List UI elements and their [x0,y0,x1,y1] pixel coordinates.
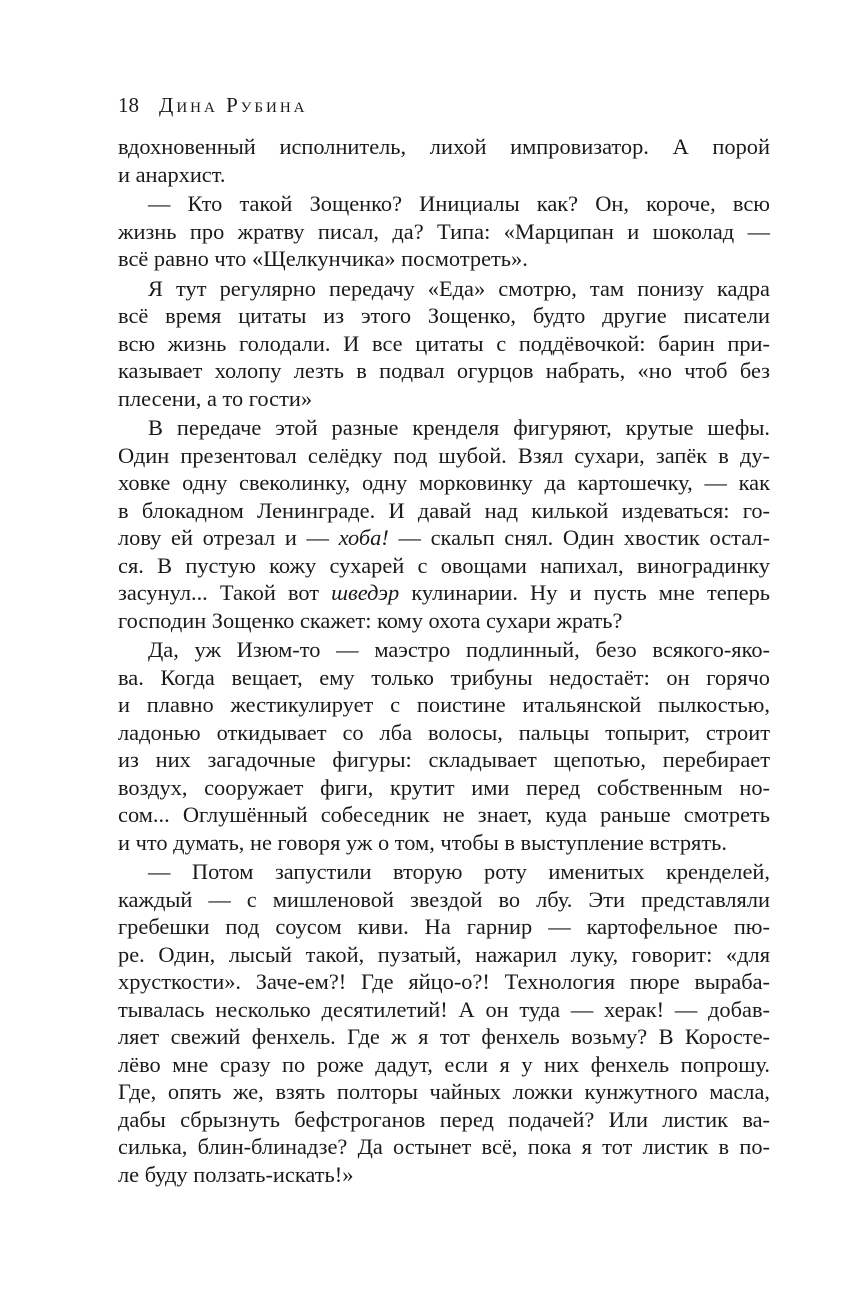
text-line [118,357,770,385]
text-line [118,746,770,774]
text-line-main: воздух, сооружает фиги, крутит ими перед собственным но- [118,774,770,800]
body-text [118,133,770,1188]
text-line [118,607,770,635]
text-line [118,497,770,525]
text-line [118,579,770,607]
text-line-main: ле буду ползать-искать!» [118,1161,354,1187]
text-line-main: засунул... Такой вот [118,580,332,605]
text-line-main: ховке одну свеколинку, одну морковинку да картошечку, — как [118,470,770,495]
page-number: 18 [118,93,139,117]
text-line-main: из них загадочные фигуры: складывает щепотью, перебирает [118,747,770,772]
text-line-main: плесени, а то гости» [118,385,313,411]
text-line-main: дабы сбрызнуть бефстроганов перед подачей? Или листик ва- [118,1106,770,1132]
text-line [118,302,770,330]
text-line-main: силька, блин-блинадзе? Да остынет всё, пока я тот листик в по- [118,1134,770,1159]
text-line [118,524,770,552]
text-line-main: — Потом запустили вторую роту именитых кренделей, [148,859,770,884]
text-line-main: ре. Один, лысый такой, пузатый, нажарил луку, говорит: «для [118,941,770,967]
text-line-main: лёво мне сразу по роже дадут, если я у них фенхель попрошу. [118,1051,770,1077]
text-line [118,801,770,829]
text-line [118,218,770,246]
text-line-main: ся. В пустую кожу сухарей с овощами напихал, виноградинку [118,552,770,578]
text-line-main: ладонью откидывает со лба волосы, пальцы топырит, строит [118,719,770,745]
text-line [118,968,770,996]
text-line-main: вдохновенный исполнитель, лихой импровизатор. А порой [118,134,770,159]
text-line [118,719,770,747]
text-line [118,552,770,580]
text-line-main: жизнь про жратву писал, да? Типа: «Марципан и шоколад — [118,218,770,244]
text-line-main: ва. Когда вещает, ему только трибуны недостаёт: он горячо [118,664,770,690]
text-line-main: Я тут регулярно передачу «Еда» смотрю, там понизу кадра [148,275,770,301]
book-page [118,88,770,1188]
text-line-main: хрусткости». Заче-ем?! Где яйцо-о?! Технология пюре выраба- [118,969,770,994]
text-line-main: тывалась несколько десятилетий! А он туда — херак! — добав- [118,996,770,1022]
text-line-tail: кулинарии. Ну и пусть мне теперь [399,580,771,605]
text-line-main: в блокадном Ленинграде. И давай над килькой издеваться: го- [118,497,770,523]
text-line-main: всё равно что «Щелкунчика» посмотреть». [118,246,528,271]
text-line [118,133,770,161]
text-line-main: всё время цитаты из этого Зощенко, будто другие писатели [118,303,770,328]
text-line [118,1161,770,1189]
text-line [118,941,770,969]
text-line [118,275,770,303]
text-line-main: и анархист. [118,161,226,187]
text-line-main: — Кто такой Зощенко? Инициалы как? Он, короче, всю [148,191,770,216]
text-line-main: Да, уж Изюм-то — маэстро подлинный, безо всякого-яко- [148,637,770,662]
text-line-main: казывает холопу лезть в подвал огурцов набрать, «но чтоб без [118,358,770,383]
text-line-main: лову ей отрезал и — [118,525,339,550]
text-line-main: господин Зощенко скажет: кому охота сухари жрать? [118,607,623,633]
text-line-main: Где, опять же, взять полторы чайных ложки кунжутного масла, [118,1079,770,1104]
text-line [118,385,770,413]
text-line [118,1023,770,1051]
text-line-main: сом... Оглушённый собеседник не знает, куда раньше смотреть [118,802,770,827]
text-line [118,414,770,442]
text-line-main: Один презентовал селёдку под шубой. Взял сухари, запёк в ду- [118,442,770,468]
text-line [118,829,770,857]
text-line [118,330,770,358]
text-line-main: и что думать, не говоря уж о том, чтобы в выступление встрять. [118,829,727,855]
text-line [118,636,770,664]
running-head [118,88,770,122]
text-line [118,1051,770,1079]
running-head-author: Дина Рубина [159,93,308,117]
text-line [118,442,770,470]
text-line [118,245,770,273]
text-line-tail: — скальп снял. Один хвостик остал- [388,525,770,550]
text-line [118,886,770,914]
text-line-main: В передаче этой разные кренделя фигуряют, крутые шефы. [148,415,770,440]
text-line [118,774,770,802]
text-line [118,1133,770,1161]
text-line [118,1078,770,1106]
text-line [118,161,770,189]
text-line-main: и плавно жестикулирует с поистине итальянской пылкостью, [118,692,770,717]
text-line [118,664,770,692]
text-line-main: ляет свежий фенхель. Где ж я тот фенхель возьму? В Коросте- [118,1024,770,1049]
text-line-main: гребешки под соусом киви. На гарнир — картофельное пю- [118,914,770,939]
text-line [118,1106,770,1134]
text-line [118,858,770,886]
italic-word: хоба! [338,525,389,550]
text-line [118,190,770,218]
text-line [118,913,770,941]
text-line-main: всю жизнь голодали. И все цитаты с поддёвочкой: барин при- [118,330,770,356]
text-line [118,996,770,1024]
text-line [118,691,770,719]
italic-word: шведэр [331,580,400,605]
text-line-main: каждый — с мишленовой звездой во лбу. Эти представляли [118,886,770,912]
text-line [118,469,770,497]
